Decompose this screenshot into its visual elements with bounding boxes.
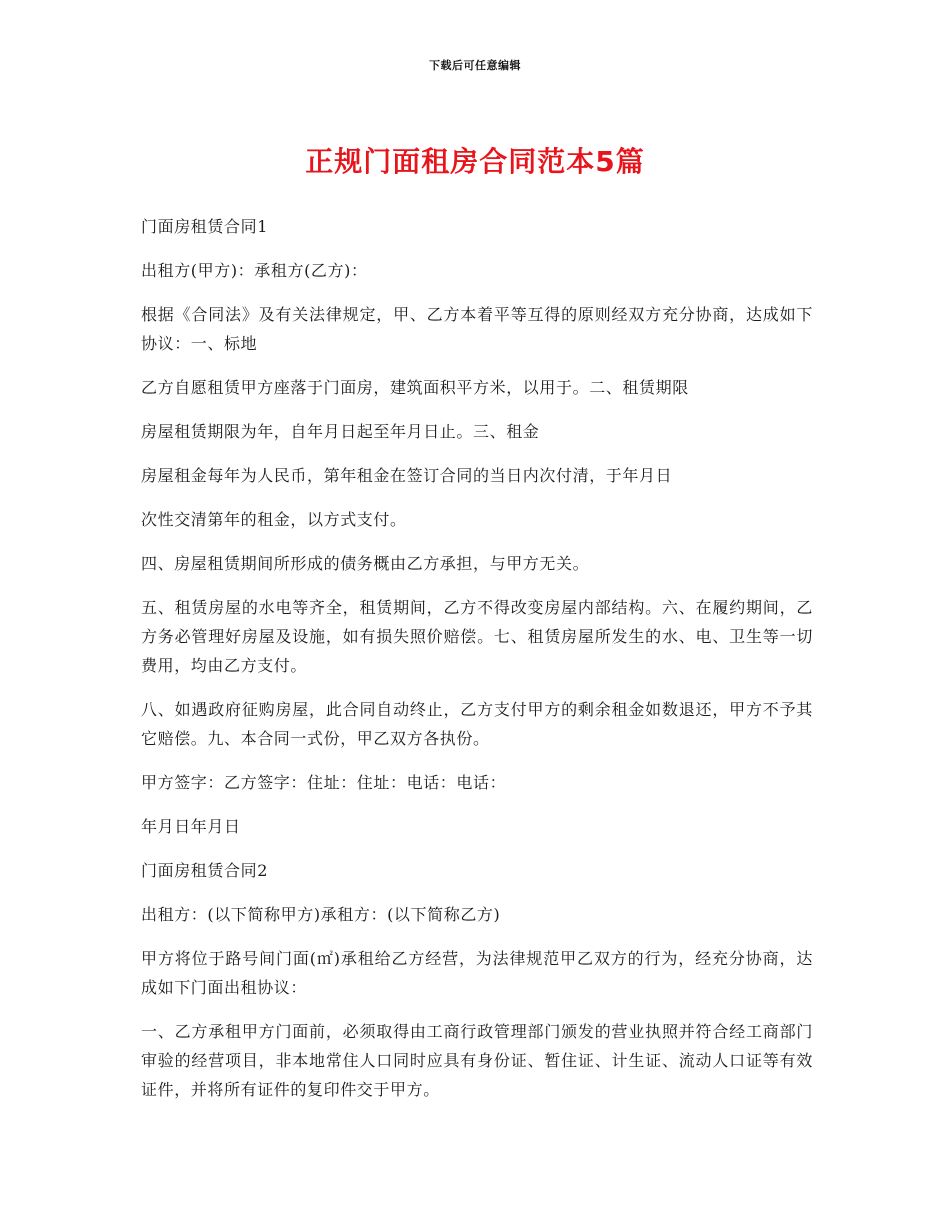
paragraph: 八、如遇政府征购房屋，此合同自动终止，乙方支付甲方的剩余租金如数退还，甲方不予其它赔偿。九、本合同一式份，甲乙双方各执份。 [141, 700, 813, 748]
paragraph: 五、租赁房屋的水电等齐全，租赁期间，乙方不得改变房屋内部结构。六、在履约期间，乙方务必管理好房屋及设施，如有损失照价赔偿。七、租赁房屋所发生的水、电、卫生等一切费用，均由乙方支付。 [141, 598, 813, 675]
paragraph: 甲方将位于路号间门面(㎡)承租给乙方经营，为法律规范甲乙双方的行为，经充分协商，达成如下门面出租协议： [141, 949, 813, 997]
paragraph: 出租方：(以下简称甲方)承租方：(以下简称乙方) [141, 905, 501, 924]
paragraph: 房屋租赁期限为年，自年月日起至年月日止。三、租金 [141, 422, 540, 441]
paragraph: 乙方自愿租赁甲方座落于门面房，建筑面积平方米，以用于。二、租赁期限 [141, 378, 689, 397]
paragraph: 门面房租赁合同1 [141, 217, 268, 236]
header-note: 下载后可任意编辑 [429, 59, 521, 72]
paragraph: 门面房租赁合同2 [141, 861, 268, 880]
paragraph: 年月日年月日 [141, 817, 241, 836]
paragraph: 一、乙方承租甲方门面前，必须取得由工商行政管理部门颁发的营业执照并符合经工商部门审验的经营项目，非本地常住人口同时应具有身份证、暂住证、计生证、流动人口证等有效证件，并将所有证件的复印件交于甲方。 [141, 1022, 813, 1099]
paragraph: 房屋租金每年为人民币，第年租金在签订合同的当日内次付清，于年月日 [141, 466, 673, 485]
paragraph: 次性交清第年的租金，以方式支付。 [141, 510, 407, 529]
document-body [141, 212, 813, 1119]
paragraph: 甲方签字：乙方签字：住址：住址：电话：电话： [141, 773, 507, 792]
paragraph: 四、房屋租赁期间所形成的债务概由乙方承担，与甲方无关。 [141, 554, 590, 573]
paragraph: 根据《合同法》及有关法律规定，甲、乙方本着平等互得的原则经双方充分协商，达成如下协议：一、标地 [141, 305, 813, 353]
document-title: 正规门面租房合同范本5篇 [305, 145, 645, 178]
paragraph: 出租方(甲方)：承租方(乙方)： [141, 261, 368, 280]
